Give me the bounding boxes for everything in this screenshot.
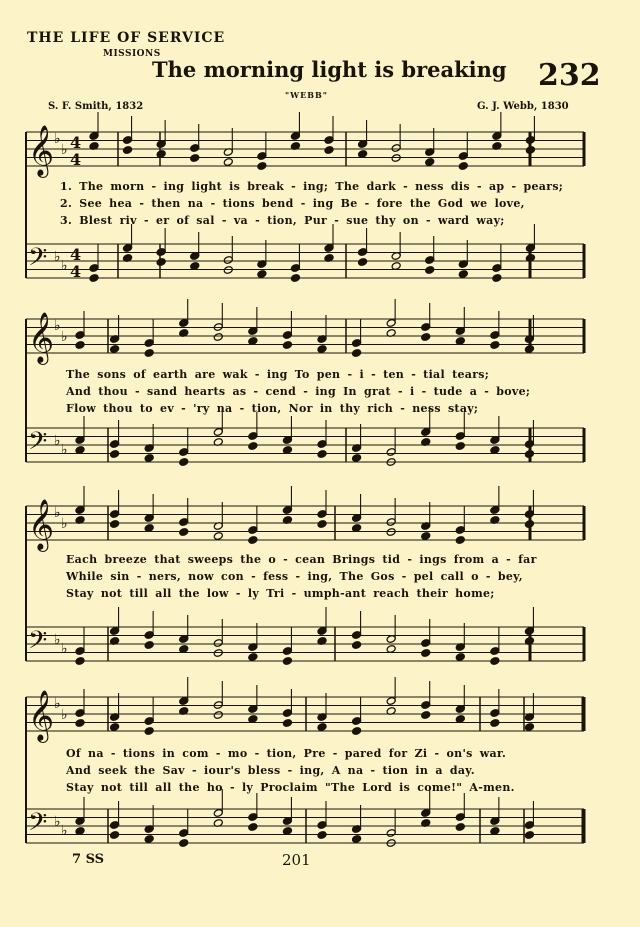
lyric-line: Each breeze that sweeps the o - cean Brings tid - ings from a - far xyxy=(66,553,537,566)
flat-symbol: ♭ xyxy=(54,318,61,334)
flat-symbol: ♭ xyxy=(54,505,61,521)
flat-symbol: ♭ xyxy=(61,258,68,274)
notehead xyxy=(421,333,431,342)
notehead xyxy=(421,711,431,720)
flat-symbol: ♭ xyxy=(54,131,61,147)
flat-symbol: ♭ xyxy=(54,814,61,830)
notehead xyxy=(455,536,465,545)
footer-code: 7 SS xyxy=(72,852,105,867)
notehead xyxy=(524,520,534,529)
bass-clef: 𝄢 xyxy=(28,808,48,843)
notehead xyxy=(179,528,189,537)
flat-symbol: ♭ xyxy=(61,516,68,532)
time-signature: 4 xyxy=(70,262,82,281)
hymn-number: 232 xyxy=(538,58,601,93)
lyric-line: And thou - sand hearts as - cend - ing In grat - i - tude a - bove; xyxy=(66,385,531,398)
notehead xyxy=(110,345,120,354)
notehead xyxy=(223,158,233,167)
bass-clef: 𝄢 xyxy=(28,626,48,661)
notehead xyxy=(490,719,500,728)
notehead xyxy=(352,349,362,358)
notehead xyxy=(213,532,223,541)
notehead xyxy=(144,641,154,650)
notehead xyxy=(282,719,292,728)
lyric-line: Stay not till all the low - ly Tri - umph-ant reach their home; xyxy=(66,587,495,600)
notehead xyxy=(524,723,534,732)
notehead xyxy=(179,458,189,467)
notehead xyxy=(282,341,292,350)
lyric-line: Of na - tions in com - mo - tion, Pre - pared for Zi - on's war. xyxy=(66,747,507,760)
notehead xyxy=(324,146,334,155)
lyric-line: Flow thou to ev - 'ry na - tion, Nor in thy rich - ness stay; xyxy=(66,402,479,415)
notehead xyxy=(110,450,120,459)
lyric-line: The sons of earth are wak - ing To pen - i - ten - tial tears; xyxy=(66,368,490,381)
notehead xyxy=(156,258,166,267)
notehead xyxy=(455,442,465,451)
notehead xyxy=(492,274,502,283)
notehead xyxy=(352,641,362,650)
flat-symbol: ♭ xyxy=(61,329,68,345)
notehead xyxy=(110,520,120,529)
notehead xyxy=(317,831,327,840)
notehead xyxy=(317,345,327,354)
time-signature: 4 xyxy=(70,150,82,169)
page-number: 201 xyxy=(282,851,311,869)
time-signature: 4 xyxy=(70,245,82,264)
notehead xyxy=(144,727,154,736)
notehead xyxy=(75,341,85,350)
notehead xyxy=(248,653,258,662)
notehead xyxy=(179,839,189,848)
notehead xyxy=(458,162,468,171)
flat-symbol: ♭ xyxy=(54,632,61,648)
notehead xyxy=(190,154,200,163)
notehead xyxy=(248,823,258,832)
lyric-line: 3. Blest riv - er of sal - va - tion, Pur - sue thy on - ward way; xyxy=(60,214,505,227)
notehead xyxy=(352,454,362,463)
section-title: THE LIFE OF SERVICE xyxy=(27,30,226,46)
bass-clef: 𝄢 xyxy=(28,427,48,462)
notehead xyxy=(490,657,500,666)
notehead xyxy=(290,274,300,283)
notehead xyxy=(524,450,534,459)
notehead xyxy=(248,536,258,545)
treble-clef: 𝄞 xyxy=(28,125,55,176)
composer-credit: G. J. Webb, 1830 xyxy=(477,101,569,112)
lyric-line: 1. The morn - ing light is break - ing; The dark - ness dis - ap - pears; xyxy=(60,180,564,193)
lyric-line: Stay not till all the ho - ly Proclaim "The Lord is come!" A-men. xyxy=(66,781,515,794)
lyric-line: 2. See hea - then na - tions bend - ing Be - fore the God we love, xyxy=(60,197,525,210)
treble-clef: 𝄞 xyxy=(28,312,55,363)
notehead xyxy=(248,442,258,451)
notehead xyxy=(425,266,435,275)
notehead xyxy=(257,270,267,279)
notehead xyxy=(317,723,327,732)
notehead xyxy=(144,835,154,844)
notehead xyxy=(352,727,362,736)
notehead xyxy=(525,146,535,155)
flat-symbol: ♭ xyxy=(61,641,68,657)
treble-clef: 𝄞 xyxy=(28,499,55,550)
notehead xyxy=(282,657,292,666)
notehead xyxy=(421,649,431,658)
notehead xyxy=(213,333,223,342)
notehead xyxy=(317,450,327,459)
flat-symbol: ♭ xyxy=(61,707,68,723)
notehead xyxy=(75,719,85,728)
time-signature: 4 xyxy=(70,133,82,152)
notehead xyxy=(123,146,133,155)
flat-symbol: ♭ xyxy=(54,696,61,712)
notehead xyxy=(317,520,327,529)
flat-symbol: ♭ xyxy=(61,142,68,158)
notehead xyxy=(257,162,267,171)
notehead xyxy=(458,270,468,279)
notehead xyxy=(455,823,465,832)
notehead xyxy=(421,532,431,541)
lyric-line: While sin - ners, now con - fess - ing, The Gos - pel call o - bey, xyxy=(66,570,523,583)
tune-name: "WEBB" xyxy=(285,90,328,100)
flat-symbol: ♭ xyxy=(54,249,61,265)
treble-clef: 𝄞 xyxy=(28,690,55,741)
notehead xyxy=(89,274,99,283)
notehead xyxy=(352,835,362,844)
notehead xyxy=(490,341,500,350)
flat-symbol: ♭ xyxy=(61,442,68,458)
notehead xyxy=(425,158,435,167)
flat-symbol: ♭ xyxy=(54,433,61,449)
notehead xyxy=(524,831,534,840)
notehead xyxy=(110,831,120,840)
notehead xyxy=(144,454,154,463)
subsection-title: MISSIONS xyxy=(103,49,161,59)
flat-symbol: ♭ xyxy=(61,823,68,839)
lyric-line: And seek the Sav - iour's bless - ing, A na - tion in a day. xyxy=(66,764,475,777)
notehead xyxy=(75,657,85,666)
bass-clef: 𝄢 xyxy=(28,243,48,278)
notehead xyxy=(455,653,465,662)
notehead xyxy=(110,723,120,732)
notehead xyxy=(213,711,223,720)
hymn-title: The morning light is breaking xyxy=(152,57,507,82)
author-credit: S. F. Smith, 1832 xyxy=(48,101,144,112)
notehead xyxy=(358,258,368,267)
notehead xyxy=(524,345,534,354)
notehead xyxy=(144,349,154,358)
